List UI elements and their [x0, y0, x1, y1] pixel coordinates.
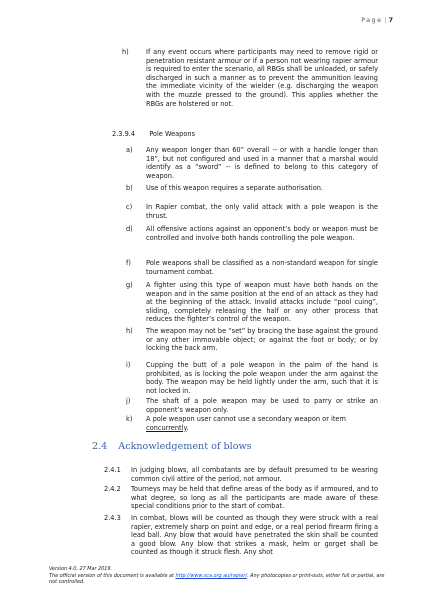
item-label-b: b): [126, 184, 133, 192]
clause-number-2-4-2: 2.4.2: [104, 485, 121, 493]
page-word: Page: [361, 17, 383, 24]
item-text-k: [146, 415, 378, 432]
page-header: [361, 17, 393, 24]
clause-text-2-4-3: In combat, blows will be counted as though they were struck with a real rapier, extremely sharp on point and edge, or a real period firearm firing a lead ball. Any blow that would have penetrated the skin shall be counted a good blow. Any blow that strikes a mask, helm or gorget shall be counted as though it struck flesh. Any shot: [131, 514, 378, 557]
subsection-number: 2.3.9.4: [112, 130, 136, 138]
footer-official-before: The official version of this document is available at: [49, 572, 176, 579]
item-text-h-top: If any event occurs where participants may need to remove rigid or penetration resistant armour or if a person not wearing rapier armour is required to enter the scenario, all RBGs shall be unloaded, or safely discharged in such a manner as to prevent the ammunition leaving the immediate vicinity of the wielder (e.g. discharging the weapon with the muzzle pressed to the ground). This applies whether the RBGs are holstered or not.: [146, 48, 378, 108]
item-text-j: The shaft of a pole weapon may be used to parry or strike an opponent’s weapon only.: [146, 397, 378, 414]
item-text-b: Use of this weapon requires a separate authorisation.: [146, 184, 324, 192]
item-label-k: k): [126, 415, 133, 423]
subsection-heading: [112, 130, 195, 139]
footer-url-link[interactable]: http://www.sca.org.au/rapier/: [175, 572, 248, 579]
footer-official-after: . Any photocopies or print-outs, either full or partial, are not controlled.: [49, 572, 385, 586]
item-label-f: f): [126, 259, 131, 267]
item-text-k-before: A pole weapon user cannot use a secondary weapon or item: [146, 415, 346, 423]
clause-text-2-4-1: In judging blows, all combatants are by default presumed to be wearing common civil attire of the period, not armour.: [131, 466, 378, 483]
clause-text-2-4-2: Tourneys may be held that define areas of the body as if armoured, and to what degree, so long as all the participants are made aware of these special conditions prior to the start of combat.: [131, 485, 378, 511]
footer-version: Version 4.0, 27 Mar 2019.: [49, 566, 113, 572]
item-label-h-top: h): [122, 48, 129, 56]
item-label-c: c): [126, 203, 133, 211]
page-number: 7: [388, 17, 393, 24]
item-text-d: All offensive actions against an opponent’s body or weapon must be controlled and involve both hands controlling the pole weapon.: [146, 225, 378, 242]
item-label-h: h): [126, 327, 133, 335]
item-label-d: d): [126, 225, 133, 233]
clause-number-2-4-1: 2.4.1: [104, 466, 121, 474]
section-heading: [92, 441, 252, 452]
item-text-a: Any weapon longer than 60” overall -- or with a handle longer than 18”, but not configured and used in a manner that a marshal would identify as a “sword” -- is defined to belong to this category of weapon.: [146, 146, 378, 180]
item-text-i: Cupping the butt of a pole weapon in the palm of the hand is prohibited, as is locking the pole weapon under the arm against the body. The weapon may be held lightly under the arm, such that it is not locked in.: [146, 361, 378, 395]
item-text-h: The weapon may not be “set” by bracing the base against the ground or any other immovable object; or against the foot or body; or by locking the back arm.: [146, 327, 378, 353]
section-number: 2.4: [92, 441, 108, 452]
subsection-title: Pole Weapons: [149, 130, 196, 138]
item-label-j: j): [126, 397, 131, 405]
page-separator: |: [384, 17, 387, 24]
item-text-f: Pole weapons shall be classified as a non-standard weapon for single tournament combat.: [146, 259, 378, 276]
item-label-g: g): [126, 281, 133, 289]
item-label-a: a): [126, 146, 133, 154]
item-text-c: In Rapier combat, the only valid attack with a pole weapon is the thrust.: [146, 203, 378, 220]
page-footer: [49, 566, 389, 586]
item-text-k-underlined: concurrently: [146, 423, 187, 432]
item-text-g: A fighter using this type of weapon must have both hands on the weapon and in the same position at the end of an attack as they had at the beginning of the attack. Invalid attacks include “pool cuing”, sliding, completely releasing the half or any other process that reduces the fighter’s control of the weapon.: [146, 281, 378, 324]
item-label-i: i): [126, 361, 131, 369]
item-text-k-after: .: [186, 423, 189, 432]
clause-number-2-4-3: 2.4.3: [104, 514, 121, 522]
section-title: Acknowledgement of blows: [118, 441, 252, 452]
footer-official-note: [49, 573, 389, 586]
